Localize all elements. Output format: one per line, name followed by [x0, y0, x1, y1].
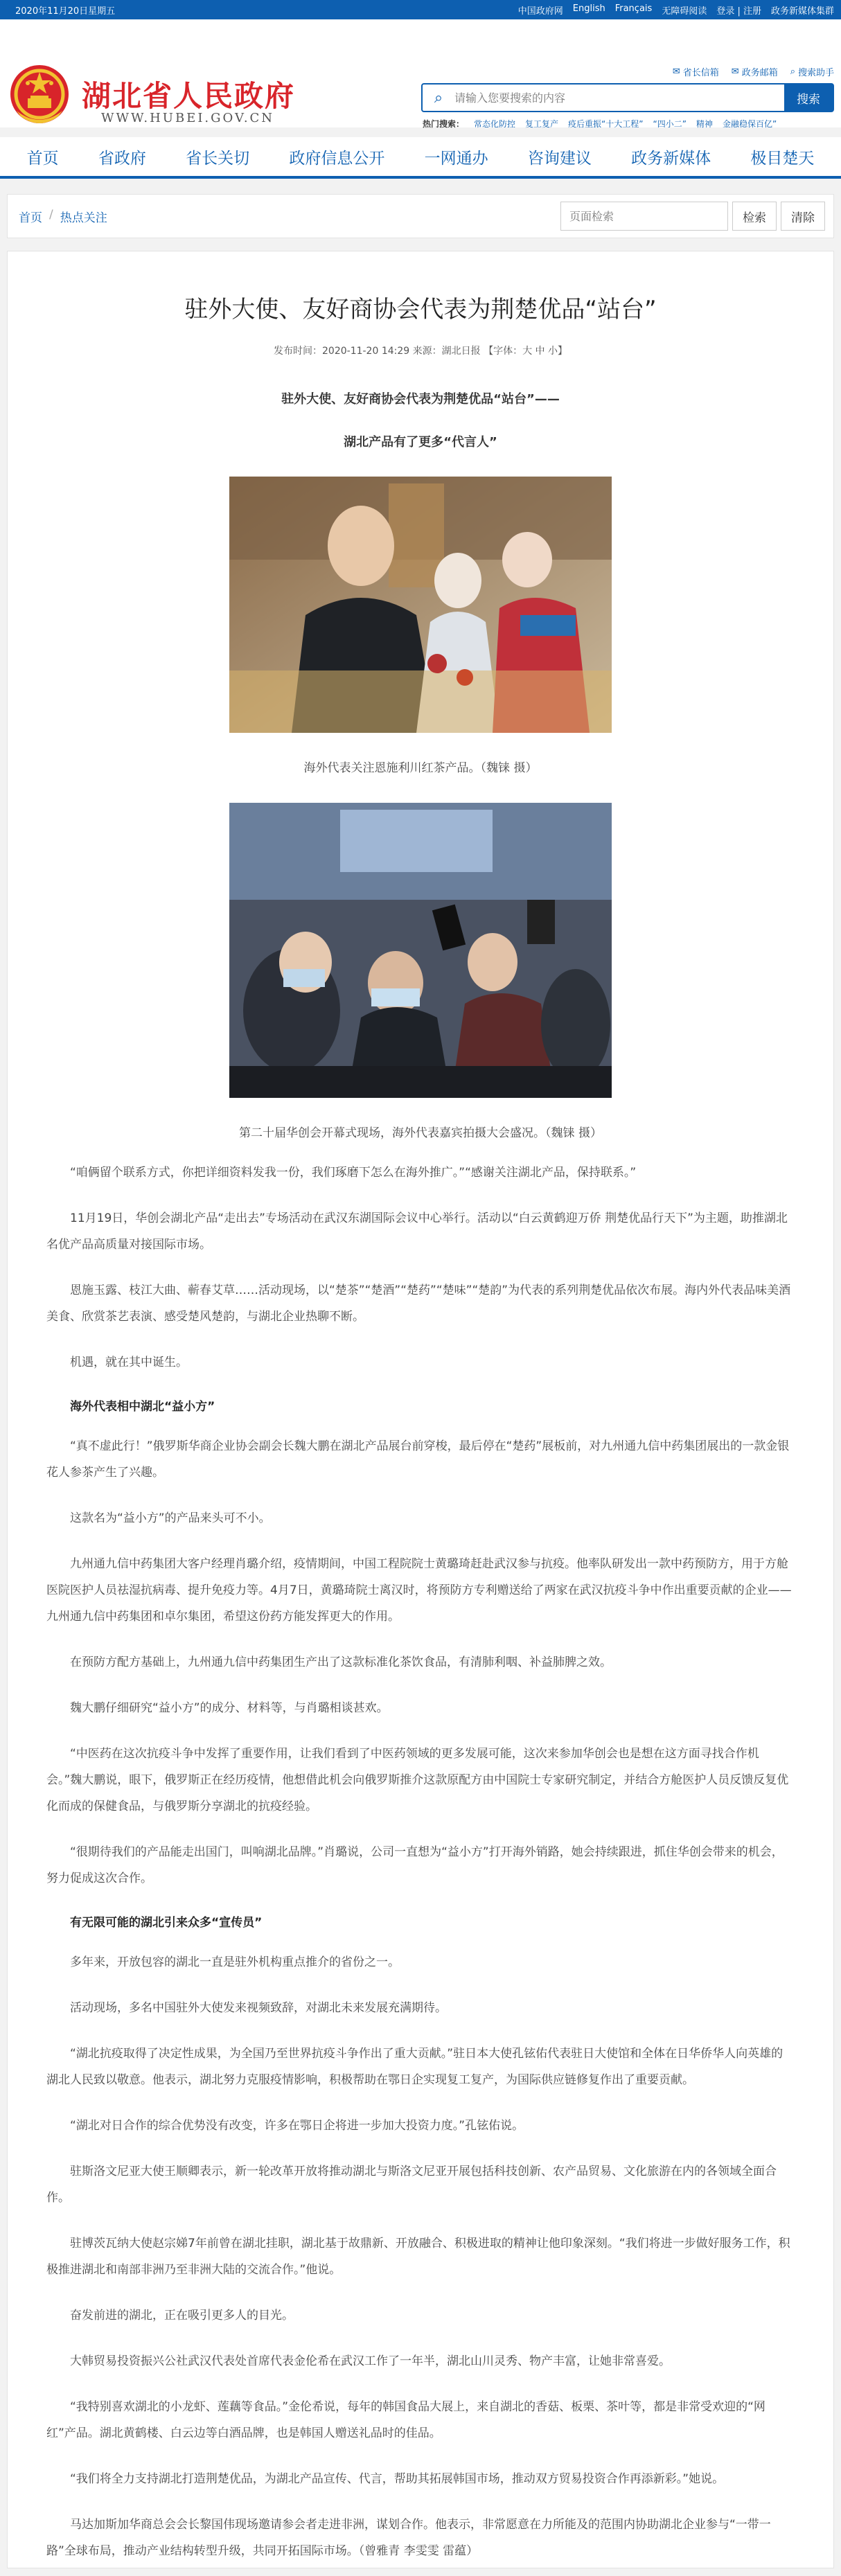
article-photo-1 [229, 477, 612, 733]
governor-mailbox-link[interactable] [673, 65, 719, 78]
paragraph: “很期待我们的产品能走出国门，叫响湖北品牌。”肖璐说，公司一直想为“益小方”打开海外销路，她会持续跟进，抓住华创会带来的机会，努力促成这次合作。 [46, 1845, 784, 1885]
site-domain: WWW.HUBEI.GOV.CN [101, 111, 275, 125]
top-links [518, 3, 834, 17]
paragraph: 魏大鹏仔细研究“益小方”的成分、材料等，与肖璐相谈甚欢。 [70, 1701, 389, 1715]
paragraph: 大韩贸易投资振兴公社武汉代表处首席代表金伦希在武汉工作了一年半，湖北山川灵秀、物产丰富，让她非常喜爱。 [70, 2354, 671, 2368]
hot-search-item[interactable]: 金融稳保百亿” [722, 119, 777, 129]
nav-provincial-gov[interactable]: 省政府 [98, 149, 146, 168]
page-search-input[interactable] [560, 202, 728, 231]
paragraph: 驻斯洛文尼亚大使王顺卿表示，新一轮改革开放将推动湖北与斯洛文尼亚开展包括科技创新、农产品贸易、文化旅游在内的各领域全面合作。 [46, 2165, 777, 2205]
article [7, 251, 834, 2568]
site-header [0, 19, 841, 127]
gov-email-label: 政务邮箱 [741, 68, 778, 78]
gov-email-link[interactable] [732, 65, 778, 78]
paragraph: 机遇，就在其中诞生。 [70, 1356, 188, 1369]
search-help-label: 搜索助手 [797, 68, 834, 78]
paragraph: “我们将全力支持湖北打造荆楚优品，为湖北产品宣传、代言，帮助其拓展韩国市场，推动双方贸易投资合作再添新彩。”她说。 [70, 2472, 725, 2486]
nav-one-stop-service[interactable]: 一网通办 [424, 149, 488, 168]
hot-search-item[interactable]: “四小二” [653, 119, 687, 129]
article-meta: 发布时间：2020-11-20 14:29 来源：湖北日报 【字体：大 中 小】 [274, 346, 567, 357]
paragraph: 驻博茨瓦纳大使赵宗娣7年前曾在湖北挂职，湖北基于故鼎新、开放融合、积极进取的精神让他印象深刻。“我们将进一步做好服务工作，积极推进湖北和南部非洲乃至非洲大陆的交流合作。”他说。 [46, 2237, 790, 2277]
article-lead-subtitle: 湖北产品有了更多“代言人” [344, 435, 497, 450]
site-search-button[interactable]: 搜索 [784, 85, 833, 111]
top-link-login-register[interactable]: 登录 | 注册 [716, 6, 761, 17]
hot-search-item[interactable]: 复工复产 [525, 119, 559, 129]
nav-consult-suggest[interactable]: 咨询建议 [527, 149, 592, 168]
search-help-icon: ⌕ [790, 66, 795, 77]
article-photo-2 [229, 803, 612, 1098]
paragraph: “我特别喜欢湖北的小龙虾、莲藕等食品。”金伦希说，每年的韩国食品大展上，来自湖北的香菇、板栗、茶叶等，都是非常受欢迎的“网红”产品。湖北黄鹤楼、白云边等白酒品牌，也是韩国人赠送礼品时的佳品。 [46, 2400, 765, 2440]
top-bar [0, 0, 841, 19]
hot-search-label: 热门搜索： [423, 119, 465, 129]
current-date: 2020年11月20日星期五 [15, 6, 116, 17]
governor-mailbox-label: 省长信箱 [682, 68, 719, 78]
mail-icon: ✉ [672, 66, 680, 77]
section-heading: 有无限可能的湖北引来众多“宣传员” [70, 1916, 263, 1930]
paragraph: 11月19日，华创会湖北产品“走出去”专场活动在武汉东湖国际会议中心举行。活动以“白云黄鹤迎万侨 荆楚优品行天下”为主题，助推湖北名优产品高质量对接国际市场。 [46, 1211, 788, 1252]
top-link-accessibility[interactable]: 无障碍阅读 [662, 6, 707, 17]
top-link-gov-cn[interactable]: 中国政府网 [517, 6, 563, 17]
paragraph: 多年来，开放包容的湖北一直是驻外机构重点推介的省份之一。 [70, 1955, 400, 1969]
site-search [421, 83, 834, 112]
nav-home[interactable]: 首页 [26, 149, 59, 168]
article-title: 驻外大使、友好商协会代表为荆楚优品“站台” [184, 296, 657, 323]
paragraph: “真不虚此行！”俄罗斯华商企业协会副会长魏大鹏在湖北产品展台前穿梭，最后停在“楚药”展板前，对九州通九信中药集团展出的一款金银花人参茶产生了兴趣。 [46, 1439, 790, 1480]
top-link-french[interactable]: Français [614, 3, 653, 14]
envelope-icon: ✉ [731, 66, 739, 77]
breadcrumb-bar [7, 194, 834, 238]
breadcrumb-home[interactable]: 首页 [19, 211, 42, 225]
hot-search-item[interactable]: 常态化防控 [474, 119, 516, 129]
paragraph: 九州通九信中药集团大客户经理肖璐介绍，疫情期间，中国工程院院士黄璐琦赶赴武汉参与抗疫。他率队研发出一款中药预防方，用于方舱医院医护人员祛湿抗病毒、提升免疫力等。4月7日，黄璐琦院士离汉时，将预防方专利赠送给了两家在武汉抗疫斗争中作出重要贡献的企业——九州通九信中药集团和卓尔集团，希望这份药方能发挥更大的作用。 [46, 1557, 792, 1624]
page-search-button[interactable]: 检索 [732, 202, 777, 231]
paragraph: “湖北对日合作的综合优势没有改变，许多在鄂日企将进一步加大投资力度。”孔铉佑说。 [70, 2119, 524, 2133]
photo-caption-1: 海外代表关注恩施利川红茶产品。（魏铼 摄） [303, 761, 538, 775]
breadcrumb-hot-topics[interactable]: 热点关注 [60, 211, 107, 225]
photo-caption-2: 第二十届华创会开幕式现场，海外代表嘉宾拍摄大会盛况。（魏铼 摄） [239, 1126, 602, 1140]
national-emblem-icon[interactable] [8, 62, 71, 129]
breadcrumb [19, 208, 107, 225]
paragraph: “湖北抗疫取得了决定性成果，为全国乃至世界抗疫斗争作出了重大贡献。”驻日本大使孔铉佑代表驻日大使馆和全体在日华侨华人向英雄的湖北人民致以敬意。他表示，湖北努力克服疫情影响，积极帮助在鄂日企实现复工复产，为国际供应链修复作出了重要贡献。 [46, 2047, 784, 2087]
top-link-english[interactable]: English [572, 3, 605, 14]
search-icon: ⌕ [434, 89, 443, 107]
hot-search-item[interactable]: 疫后重振“十大工程” [568, 119, 644, 129]
paragraph: “中医药在这次抗疫斗争中发挥了重要作用，让我们看到了中医药领域的更多发展可能，这次来参加华创会也是想在这方面寻找合作机会。”魏大鹏说，眼下，俄罗斯正在经历疫情，他想借此机会向俄罗斯推介这款原配方由中国院士专家研究制定，并结合方舱医护人员反馈反复优化而成的保健食品，与俄罗斯分享湖北的抗疫经验。 [46, 1747, 789, 1813]
nav-new-media[interactable]: 政务新媒体 [631, 149, 711, 168]
search-help-link[interactable] [790, 65, 834, 78]
paragraph: “咱俩留个联系方式，你把详细资料发我一份，我们琢磨下怎么在海外推广。”“感谢关注湖北产品，保持联系。” [70, 1166, 637, 1180]
header-links [673, 65, 834, 78]
paragraph: 活动现场，多名中国驻外大使发来视频致辞，对湖北未来发展充满期待。 [70, 2001, 447, 2015]
paragraph: 马达加斯加华商总会会长黎国伟现场邀请参会者走进非洲，谋划合作。他表示，非常愿意在力所能及的范围内协助湖北企业参与“一带一路”全球布局，推动产业结构转型升级，共同开拓国际市场。（曾雅青 李雯雯 雷蕴） [46, 2518, 771, 2558]
paragraph: 奋发前进的湖北，正在吸引更多人的目光。 [70, 2309, 294, 2322]
breadcrumb-separator: / [49, 207, 53, 222]
site-name: 湖北省人民政府 [82, 79, 296, 113]
paragraph: 在预防方配方基础上，九州通九信中药集团生产出了这款标准化茶饮食品，有清肺利咽、补益肺脾之效。 [70, 1655, 612, 1669]
nav-info-disclosure[interactable]: 政府信息公开 [289, 149, 385, 168]
page-clear-button[interactable]: 清除 [781, 202, 825, 231]
nav-governor-concerns[interactable]: 省长关切 [186, 149, 250, 168]
nav-jimu-chutian[interactable]: 极目楚天 [750, 149, 815, 168]
site-search-input[interactable] [454, 85, 784, 111]
section-heading: 海外代表相中湖北“益小方” [70, 1400, 215, 1414]
article-lead: 驻外大使、友好商协会代表为荆楚优品“站台”—— [281, 392, 560, 407]
article-body [46, 1160, 795, 2564]
hot-search [423, 118, 777, 130]
paragraph: 恩施玉露、枝江大曲、蕲春艾草……活动现场，以“楚茶”“楚酒”“楚药”“楚味”“楚韵”为代表的系列荆楚优品依次布展。海内外代表品味美酒美食、欣赏茶艺表演、感受楚风楚韵，与湖北企业热聊不断。 [46, 1283, 791, 1324]
hot-search-item[interactable]: 精神 [696, 119, 713, 129]
paragraph: 这款名为“益小方”的产品来头可不小。 [70, 1511, 271, 1525]
top-link-new-media[interactable]: 政务新媒体集群 [770, 6, 834, 17]
main-nav [0, 137, 841, 179]
